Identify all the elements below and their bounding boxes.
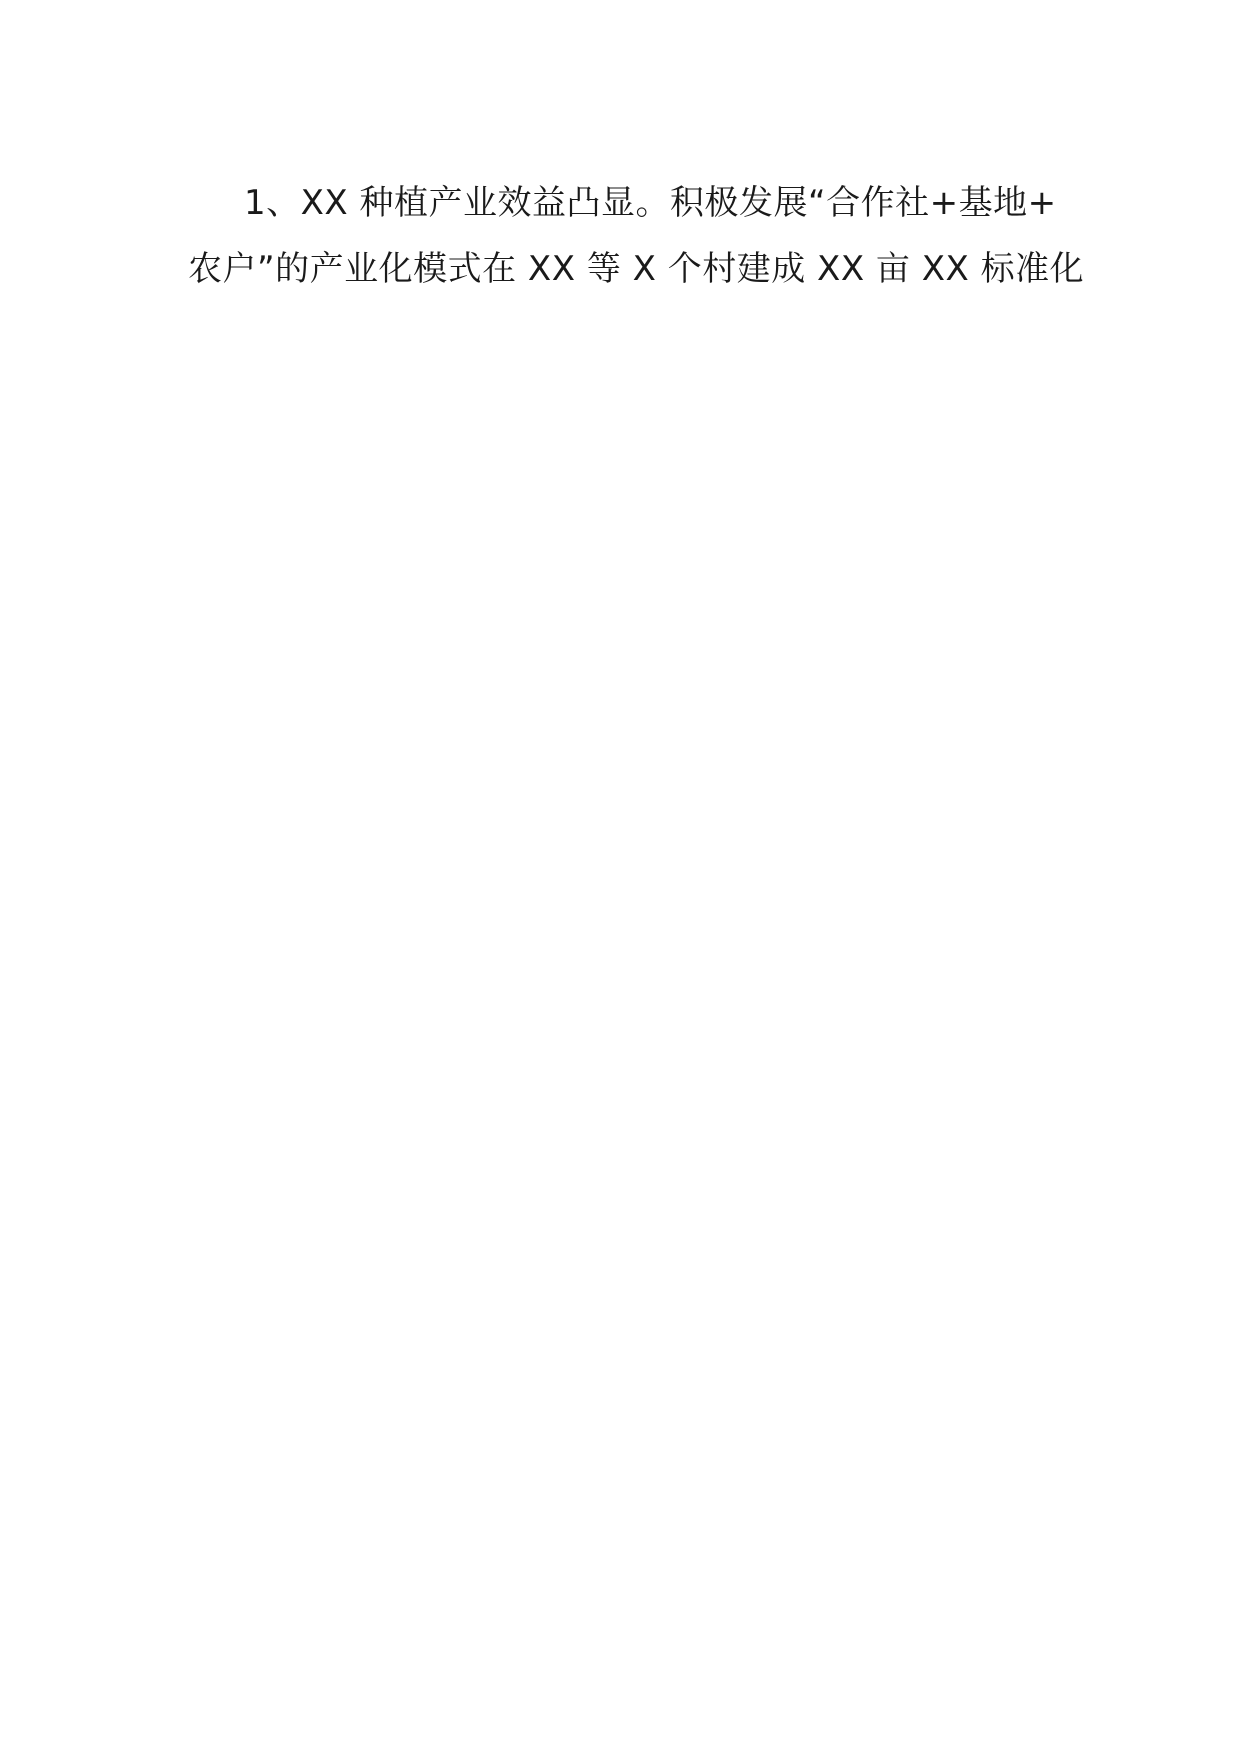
paragraph-line: 1、XX 种植产业效益凸显。积极发展“合作社+基地+ bbox=[244, 183, 1057, 223]
paragraph-line: 农户”的产业化模式在 XX 等 X 个村建成 XX 亩 XX 标准化 bbox=[188, 249, 1085, 289]
body-text bbox=[188, 170, 1085, 302]
